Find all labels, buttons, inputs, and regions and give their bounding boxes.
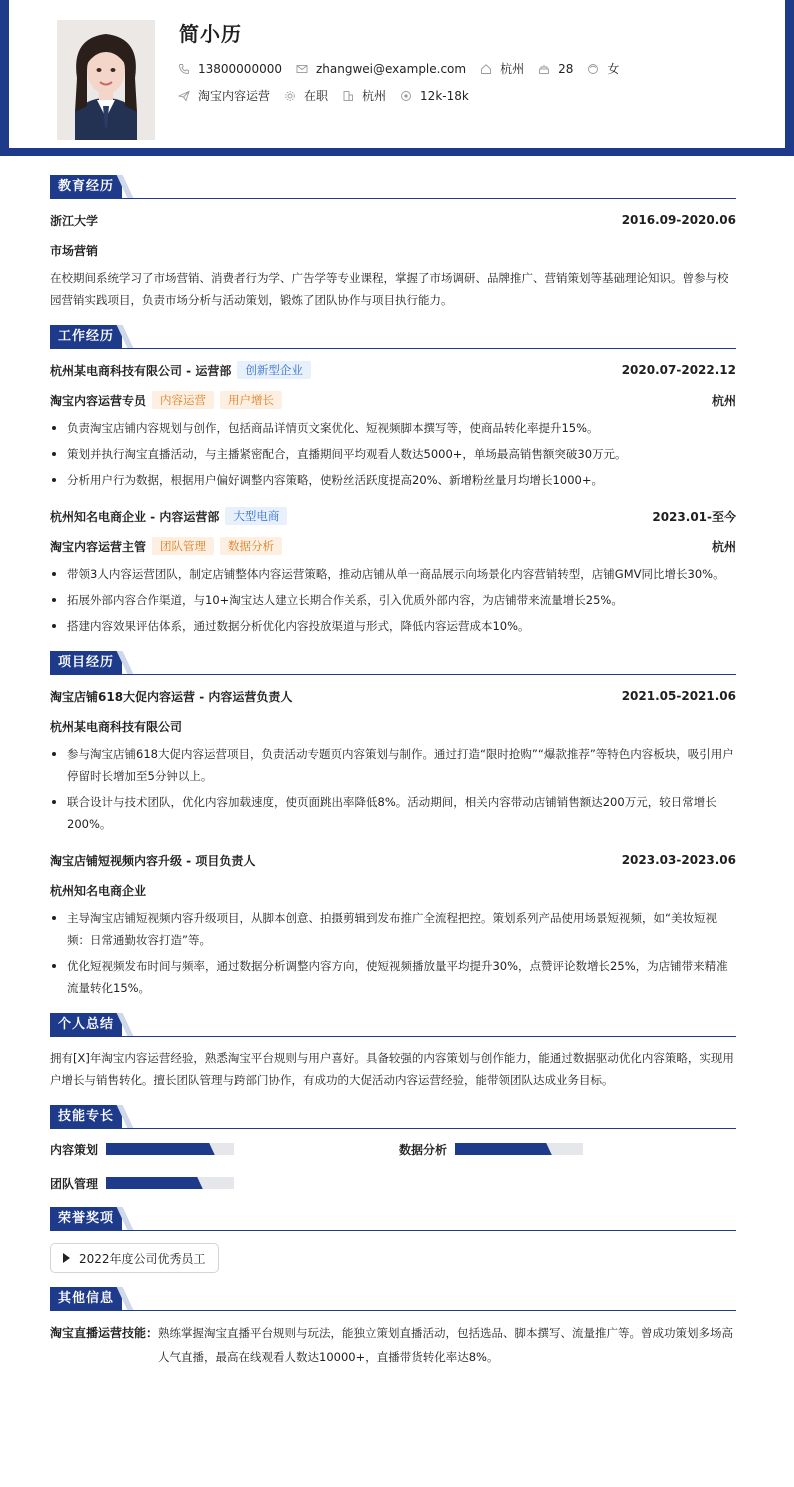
status-item [284,87,328,104]
summary-text: 拥有[X]年淘宝内容运营经验，熟悉淘宝平台规则与用户喜好。具备较强的内容策划与创作能力，能通过数据驱动优化内容策略，实现用户增长与销售转化。擅长团队管理与跨部门协作，有成功的大促活动内容运营经验，能带领团队达成业务目标。 [50,1051,734,1087]
city-item [480,60,524,77]
target-city-text: 杭州 [362,89,387,103]
building-icon [342,90,354,102]
age-text: 28 [558,61,574,76]
section-header [50,325,736,349]
skill-bar [455,1143,583,1155]
profile-photo [57,20,155,140]
section-title: 项目经历 [50,651,122,674]
job-entry [50,505,736,637]
resume-body [50,175,736,1383]
section-title: 教育经历 [50,175,122,198]
email-item [296,62,466,76]
skills-section [50,1105,736,1193]
header-frame-bottom [0,148,794,156]
intention-row [178,87,483,104]
education-description: 在校期间系统学习了市场营销、消费者行为学、广告学等专业课程，掌握了市场调研、品牌推广、营销策划等基础理论知识。曾参与校园营销实践项目，负责市场分析与活动策划，锻炼了团队协作与项目执行能力。 [50,271,729,307]
city-text: 杭州 [500,62,525,76]
other-text: 熟练掌握淘宝直播平台规则与玩法，能独立策划直播活动，包括选品、脚本撰写、流量推广等。曾成功策划多场高人气直播，最高在线观看人数达10000+，直播带货转化率达8%。 [158,1326,734,1364]
email-icon [296,63,308,75]
education-section [50,175,736,311]
bullet-item: 搭建内容效果评估体系，通过数据分析优化内容投放渠道与形式，降低内容运营成本10%。 [50,615,736,637]
job-bullets [50,417,736,491]
skill-item [50,1139,399,1159]
skill-item [50,1173,399,1193]
skill-bar-fill [455,1143,545,1155]
salary-text: 12k-18k [420,88,469,103]
summary-section [50,1013,736,1091]
bullet-item: 主导淘宝店铺短视频内容升级项目，从脚本创意、拍摄剪辑到发布推广全流程把控。策划系列产品使用场景短视频，如“美妆短视频：日常通勤妆容打造”等。 [50,907,736,951]
project-period: 2021.05-2021.06 [621,689,736,703]
bullet-item: 负责淘宝店铺内容规划与创作，包括商品详情页文案优化、短视频脚本撰写等，使商品转化率提升15%。 [50,417,736,439]
skill-name: 数据分析 [399,1142,448,1157]
job-bullets [50,563,736,637]
gender-text: 女 [607,62,620,76]
bullet-item: 参与淘宝店铺618大促内容运营项目，负责活动专题页内容策划与制作。通过打造“限时抢购”“爆款推荐”等特色内容板块，吸引用户停留时长增加至5分钟以上。 [50,743,736,787]
skill-tag: 团队管理 [152,537,214,555]
phone-icon [178,63,190,75]
section-header [50,1105,736,1129]
skill-name: 内容策划 [50,1142,99,1157]
skill-tag: 内容运营 [152,391,214,409]
job-position: 淘宝内容运营主管 [50,539,147,554]
job-location: 杭州 [711,393,736,408]
salary-icon [400,90,412,102]
target-job-item [178,87,270,104]
section-header [50,1207,736,1231]
section-title: 其他信息 [50,1287,122,1310]
phone-text: 13800000000 [198,61,282,76]
section-title: 个人总结 [50,1013,122,1036]
status-icon [284,90,296,102]
skill-name: 团队管理 [50,1176,99,1191]
company-tag: 创新型企业 [237,361,311,379]
send-icon [178,90,190,102]
skill-tag: 数据分析 [220,537,282,555]
skill-bar [106,1177,234,1189]
status-text: 在职 [304,89,329,103]
project-name: 淘宝店铺短视频内容升级 - 项目负责人 [50,853,256,868]
gender-item [587,60,619,77]
bullet-item: 联合设计与技术团队，优化内容加载速度，使页面跳出率降低8%。活动期间，相关内容带动店铺销售额达200万元，较日常增长200%。 [50,791,736,835]
other-section [50,1287,736,1369]
skill-bar-fill [106,1143,208,1155]
work-section [50,325,736,637]
other-label: 淘宝直播运营技能： [50,1326,159,1340]
section-title: 工作经历 [50,325,122,348]
header-frame-right [785,0,794,154]
age-icon [538,63,550,75]
project-company: 杭州知名电商企业 [50,883,147,898]
honors-section [50,1207,736,1273]
bullet-item: 带领3人内容运营团队，制定店铺整体内容运营策略，推动店铺从单一商品展示向场景化内容营销转型，店铺GMV同比增长30%。 [50,563,736,585]
company-tag: 大型电商 [225,507,287,525]
target-city-item [342,87,386,104]
section-header [50,1287,736,1311]
salary-item [400,89,469,103]
skills-grid [50,1139,736,1193]
play-icon [63,1253,70,1263]
award-item[interactable] [50,1243,219,1273]
major-name: 市场营销 [50,243,99,258]
section-title: 荣誉奖项 [50,1207,122,1230]
bullet-item: 优化短视频发布时间与频率，通过数据分析调整内容方向，使短视频播放量平均提升30%，点赞评论数增长25%，为店铺带来精准流量转化15%。 [50,955,736,999]
skill-bar-fill [106,1177,196,1189]
job-period: 2023.01-至今 [652,509,736,524]
section-header [50,175,736,199]
section-header [50,1013,736,1037]
phone-item [178,62,282,76]
job-entry [50,359,736,491]
section-header [50,651,736,675]
job-position: 淘宝内容运营专员 [50,393,147,408]
skill-tag: 用户增长 [220,391,282,409]
job-location: 杭州 [711,539,736,554]
project-name: 淘宝店铺618大促内容运营 - 内容运营负责人 [50,689,293,704]
gender-icon [587,63,599,75]
job-period: 2020.07-2022.12 [621,363,736,377]
bullet-item: 策划并执行淘宝直播活动，与主播紧密配合，直播期间平均观看人数达5000+，单场最高销售额突破30万元。 [50,443,736,465]
school-name: 浙江大学 [50,213,99,228]
company-name: 杭州知名电商企业 - 内容运营部 [50,509,220,524]
project-bullets [50,907,736,999]
other-info [50,1321,736,1369]
project-company: 杭州某电商科技有限公司 [50,719,183,734]
skill-bar [106,1143,234,1155]
project-section [50,651,736,999]
candidate-name: 简小历 [179,22,242,46]
education-row [50,209,736,231]
project-period: 2023.03-2023.06 [621,853,736,867]
project-bullets [50,743,736,835]
project-entry [50,685,736,835]
education-period: 2016.09-2020.06 [621,213,736,227]
target-job-text: 淘宝内容运营 [198,89,271,103]
company-name: 杭州某电商科技有限公司 - 运营部 [50,363,232,378]
bullet-item: 分析用户行为数据，根据用户偏好调整内容策略，使粉丝活跃度提高20%、新增粉丝量月均增长1000+。 [50,469,736,491]
section-title: 技能专长 [50,1105,122,1128]
email-text: zhangwei@example.com [315,61,467,76]
age-item [538,62,573,76]
contact-row [178,60,633,77]
bullet-item: 拓展外部内容合作渠道，与10+淘宝达人建立长期合作关系，引入优质外部内容，为店铺带来流量增长25%。 [50,589,736,611]
header-frame-left [0,0,9,154]
award-text: 2022年度公司优秀员工 [79,1251,206,1266]
project-entry [50,849,736,999]
skill-item [399,1139,736,1159]
home-icon [480,63,492,75]
